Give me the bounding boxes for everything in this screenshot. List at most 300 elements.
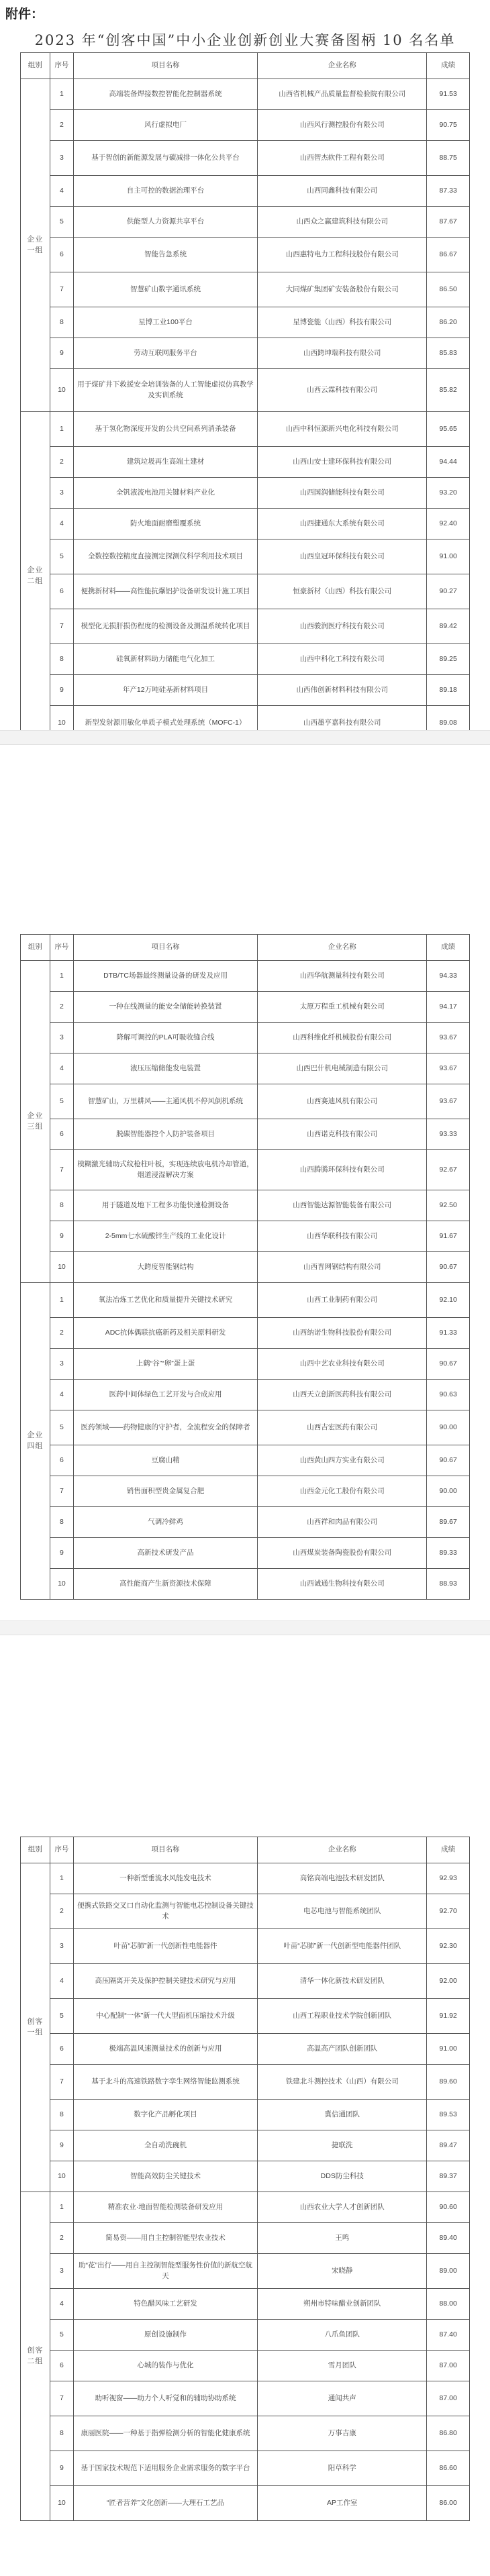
project-name: 康丽医院——一种基于指弹检测分析的智能化健康系统 <box>73 2416 257 2451</box>
table-row <box>21 238 470 272</box>
project-name: 便携新材料——高性能抗爆铝护设备研发设计施工项目 <box>73 574 257 609</box>
project-name: 一种新型垂流水风能发电技术 <box>73 1863 257 1894</box>
row-number: 4 <box>50 2289 73 2320</box>
project-name: ADC抗体偶联抗癌新药及相关原料研发 <box>73 1318 257 1349</box>
score-value: 93.67 <box>427 1053 470 1084</box>
company-name: 山西云霖科技有限公司 <box>258 369 427 412</box>
score-value: 90.60 <box>427 2192 470 2223</box>
project-name: 全钒液流电池用关键材料产业化 <box>73 478 257 509</box>
project-name: 便携式铁路交叉口自动化监测与智能电芯控制设备关键技术 <box>73 1894 257 1929</box>
table-row <box>21 272 470 307</box>
score-value: 91.00 <box>427 539 470 574</box>
company-name: 山西纳诺生物科技股份有限公司 <box>258 1318 427 1349</box>
score-value: 87.67 <box>427 207 470 238</box>
table-row <box>21 447 470 478</box>
row-number: 7 <box>50 1476 73 1507</box>
score-value: 89.60 <box>427 2065 470 2100</box>
score-value: 89.67 <box>427 1507 470 1538</box>
company-name: 阳草科学 <box>258 2451 427 2486</box>
score-value: 86.20 <box>427 307 470 338</box>
header-group: 组别 <box>21 935 50 961</box>
table-row <box>21 412 470 447</box>
project-name: 助“花”出行——用自主控制智能型服务性价值的新航空航天 <box>73 2254 257 2289</box>
group-label: 企业三组 <box>21 961 50 1283</box>
score-value: 94.44 <box>427 447 470 478</box>
project-name: 上鹤“谷”“卵”蛋上蛋 <box>73 1349 257 1380</box>
project-name: 新型发射源用敏化单质子模式处理系统（MOFC-1） <box>73 706 257 741</box>
table-row <box>21 1084 470 1119</box>
score-value: 93.20 <box>427 478 470 509</box>
table-row <box>21 1445 470 1476</box>
row-number: 10 <box>50 1252 73 1283</box>
company-name: 山西华联科技有限公司 <box>258 1221 427 1252</box>
company-name: 山西智杰软件工程有限公司 <box>258 141 427 176</box>
table-row <box>21 110 470 141</box>
header-group: 组别 <box>21 1837 50 1863</box>
score-value: 90.00 <box>427 1476 470 1507</box>
row-number: 4 <box>50 1964 73 1999</box>
table-row <box>21 2289 470 2320</box>
table-row <box>21 2161 470 2192</box>
company-name: 山西天立创新医药科技有限公司 <box>258 1380 427 1410</box>
row-number: 2 <box>50 1894 73 1929</box>
project-name: 心城的装作与优化 <box>73 2351 257 2381</box>
company-name: 山西国润储能科技有限公司 <box>258 478 427 509</box>
project-name: 基于北斗的高速铁路数字孪生网络智能监测系统 <box>73 2065 257 2100</box>
company-name: 铁建北斗测控技术（山西）有限公司 <box>258 2065 427 2100</box>
company-name: 山西中科化工科技有限公司 <box>258 644 427 675</box>
score-value: 92.50 <box>427 1190 470 1221</box>
company-name: 叶苗“芯肺”新一代创新型电能器件团队 <box>258 1929 427 1964</box>
table-row <box>21 609 470 644</box>
table-row <box>21 1964 470 1999</box>
score-value: 92.00 <box>427 1964 470 1999</box>
company-name: 山西诚通生物科技有限公司 <box>258 1569 427 1600</box>
table-row <box>21 176 470 207</box>
row-number: 4 <box>50 1053 73 1084</box>
page-separator <box>0 730 490 745</box>
score-value: 90.75 <box>427 110 470 141</box>
row-number: 1 <box>50 961 73 992</box>
company-name: 山西惠特电力工程科技股份有限公司 <box>258 238 427 272</box>
company-name: 山西中艺农业科技有限公司 <box>258 1349 427 1380</box>
row-number: 9 <box>50 1221 73 1252</box>
project-name: 基于氢化物深度开发的公共空间系列消杀装备 <box>73 412 257 447</box>
row-number: 7 <box>50 2381 73 2416</box>
project-name: 建筑垃圾再生高端土建材 <box>73 447 257 478</box>
header-project: 项目名称 <box>73 53 257 79</box>
project-name: 全自动洗碗机 <box>73 2130 257 2161</box>
table-row <box>21 1119 470 1150</box>
table-row <box>21 1894 470 1929</box>
page-title: 2023 年“创客中国”中小企业创新创业大赛备图柄 10 名名单 <box>34 32 456 48</box>
group-label: 企业二组 <box>21 412 50 741</box>
company-name: 山西金元化工股份有限公司 <box>258 1476 427 1507</box>
score-value: 86.00 <box>427 2486 470 2521</box>
project-name: 自主可控的数据治理平台 <box>73 176 257 207</box>
score-value: 91.33 <box>427 1318 470 1349</box>
score-value: 91.00 <box>427 2034 470 2065</box>
project-name: 智慧矿山数字通讯系统 <box>73 272 257 307</box>
project-name: 模型化无损肝损伤程度的检测设备及测温系统转化项目 <box>73 609 257 644</box>
table-row <box>21 2451 470 2486</box>
project-name: 高性能商产生新资源技术保障 <box>73 1569 257 1600</box>
table-row <box>21 369 470 412</box>
row-number: 6 <box>50 2351 73 2381</box>
table-row <box>21 2223 470 2254</box>
project-name: 豆腐山精 <box>73 1445 257 1476</box>
header-number: 序号 <box>50 1837 73 1863</box>
project-name: 叶苗“芯肺”新一代创新性电能器件 <box>73 1929 257 1964</box>
table-header-row <box>21 53 470 79</box>
row-number: 1 <box>50 2192 73 2223</box>
company-name: 电芯电池与智能系统团队 <box>258 1894 427 1929</box>
company-name: 山西黄山四方实业有限公司 <box>258 1445 427 1476</box>
project-name: 大跨度智能钢结构 <box>73 1252 257 1283</box>
row-number: 6 <box>50 1119 73 1150</box>
project-name: 极端高温风速测量技术的创新与应用 <box>73 2034 257 2065</box>
company-name: 高铭高端电池技术研发团队 <box>258 1863 427 1894</box>
company-name: 山西墨亨嘉科技有限公司 <box>258 706 427 741</box>
row-number: 8 <box>50 307 73 338</box>
table-row <box>21 79 470 110</box>
company-name: 朔州市特味醋业创新团队 <box>258 2289 427 2320</box>
project-name: 医药领域——药物健康的守护者，全流程安全的保障者 <box>73 1410 257 1445</box>
score-value: 89.18 <box>427 675 470 706</box>
row-number: 1 <box>50 79 73 110</box>
row-number: 2 <box>50 1318 73 1349</box>
project-name: 特色醋风味工艺研发 <box>73 2289 257 2320</box>
header-number: 序号 <box>50 935 73 961</box>
row-number: 2 <box>50 110 73 141</box>
header-company: 企业名称 <box>258 1837 427 1863</box>
score-value: 86.67 <box>427 238 470 272</box>
table-row <box>21 207 470 238</box>
row-number: 5 <box>50 539 73 574</box>
company-name: 冀信通团队 <box>258 2100 427 2130</box>
row-number: 1 <box>50 412 73 447</box>
project-name: 劳动互联网服务平台 <box>73 338 257 369</box>
table-row <box>21 1318 470 1349</box>
project-name: 医药中间体绿色工艺开发与合成应用 <box>73 1380 257 1410</box>
table-row <box>21 2254 470 2289</box>
project-name: 一种在线测量的能安全储能转换装置 <box>73 992 257 1023</box>
ranking-table <box>20 934 470 1600</box>
score-value: 88.75 <box>427 141 470 176</box>
score-value: 90.67 <box>427 1252 470 1283</box>
table-row <box>21 1023 470 1053</box>
row-number: 5 <box>50 2320 73 2351</box>
score-value: 87.00 <box>427 2351 470 2381</box>
table-row <box>21 644 470 675</box>
table-row <box>21 2351 470 2381</box>
ranking-table <box>20 1837 470 2521</box>
company-name: 山西工程职业技术学院创新团队 <box>258 1999 427 2034</box>
table-row <box>21 478 470 509</box>
row-number: 5 <box>50 1410 73 1445</box>
row-number: 4 <box>50 176 73 207</box>
score-value: 89.53 <box>427 2100 470 2130</box>
company-name: 山西同鑫科技有限公司 <box>258 176 427 207</box>
score-value: 93.67 <box>427 1084 470 1119</box>
table-row <box>21 1150 470 1190</box>
table-row <box>21 2381 470 2416</box>
project-name: DTB/TC场器最终测量设备的研发及应用 <box>73 961 257 992</box>
project-name: “匠者营养”文化创新——大理石工艺品 <box>73 2486 257 2521</box>
table-row <box>21 2416 470 2451</box>
row-number: 3 <box>50 1349 73 1380</box>
project-name: 氧法冶炼工艺优化和质量提升关键技术研究 <box>73 1283 257 1318</box>
company-name: 山西跨坤瑞科技有限公司 <box>258 338 427 369</box>
company-name: 山西智能达源智能装备有限公司 <box>258 1190 427 1221</box>
project-name: 智能告急系统 <box>73 238 257 272</box>
company-name: 万事吉康 <box>258 2416 427 2451</box>
table-row <box>21 141 470 176</box>
table-row <box>21 1999 470 2034</box>
row-number: 10 <box>50 2486 73 2521</box>
company-name: 雪月团队 <box>258 2351 427 2381</box>
company-name: AP工作室 <box>258 2486 427 2521</box>
score-value: 90.67 <box>427 1349 470 1380</box>
row-number: 10 <box>50 706 73 741</box>
score-value: 89.33 <box>427 1538 470 1569</box>
score-value: 89.08 <box>427 706 470 741</box>
row-number: 2 <box>50 447 73 478</box>
row-number: 2 <box>50 992 73 1023</box>
table-row <box>21 1283 470 1318</box>
score-value: 89.42 <box>427 609 470 644</box>
table-header-row <box>21 1837 470 1863</box>
table-row <box>21 338 470 369</box>
group-label: 企业一组 <box>21 79 50 412</box>
table-row <box>21 1507 470 1538</box>
table-page-3 <box>20 1837 470 2521</box>
company-name: 山西山安士建环保科技有限公司 <box>258 447 427 478</box>
score-value: 87.00 <box>427 2381 470 2416</box>
table-row <box>21 961 470 992</box>
score-value: 86.60 <box>427 2451 470 2486</box>
row-number: 6 <box>50 2034 73 2065</box>
header-project: 项目名称 <box>73 1837 257 1863</box>
row-number: 8 <box>50 2100 73 2130</box>
table-row <box>21 2192 470 2223</box>
score-value: 86.50 <box>427 272 470 307</box>
company-name: 八爪鱼团队 <box>258 2320 427 2351</box>
row-number: 1 <box>50 1283 73 1318</box>
project-name: 用于隧道及地下工程多功能快速检测设备 <box>73 1190 257 1221</box>
project-name: 硅氧新材料助力储能电气化加工 <box>73 644 257 675</box>
project-name: 高压隔离开关及保护控制关键技术研究与应用 <box>73 1964 257 1999</box>
project-name: 防火地面耐磨塑覆系统 <box>73 509 257 539</box>
header-group: 组别 <box>21 53 50 79</box>
project-name: 精准农业·地面智能检测装备研发应用 <box>73 2192 257 2223</box>
project-name: 助听视窗——助力个人听觉和的辅助协助系统 <box>73 2381 257 2416</box>
project-name: 全数控数控精度直接测定探测仪科学利用技术项目 <box>73 539 257 574</box>
project-name: 智慧矿山，万里耕风——主通风机不停风倒机系统 <box>73 1084 257 1119</box>
company-name: 高温高产团队创新团队 <box>258 2034 427 2065</box>
company-name: 山西皇冠环保科技有限公司 <box>258 539 427 574</box>
table-row <box>21 992 470 1023</box>
score-value: 86.80 <box>427 2416 470 2451</box>
company-name: 山西华航测量科技有限公司 <box>258 961 427 992</box>
table-row <box>21 1538 470 1569</box>
table-row <box>21 1349 470 1380</box>
project-name: 模糊激光辅助式纹枪柱叶板，实现连续放电机冷却管道，烟道浸湿解决方案 <box>73 1150 257 1190</box>
score-value: 87.40 <box>427 2320 470 2351</box>
row-number: 8 <box>50 1190 73 1221</box>
company-name: 星博瓷能（山西）科技有限公司 <box>258 307 427 338</box>
score-value: 94.17 <box>427 992 470 1023</box>
score-value: 89.47 <box>427 2130 470 2161</box>
row-number: 8 <box>50 1507 73 1538</box>
score-value: 91.92 <box>427 1999 470 2034</box>
header-score: 成绩 <box>427 53 470 79</box>
table-row <box>21 1476 470 1507</box>
header-company: 企业名称 <box>258 53 427 79</box>
table-row <box>21 1380 470 1410</box>
score-value: 91.53 <box>427 79 470 110</box>
table-row <box>21 2320 470 2351</box>
score-value: 92.30 <box>427 1929 470 1964</box>
score-value: 92.40 <box>427 509 470 539</box>
project-name: 脱碳智能器控个人防护装备项目 <box>73 1119 257 1150</box>
score-value: 90.00 <box>427 1410 470 1445</box>
company-name: 山西晋网钢结构有限公司 <box>258 1252 427 1283</box>
table-row <box>21 1569 470 1600</box>
row-number: 1 <box>50 1863 73 1894</box>
project-name: 原创设施制作 <box>73 2320 257 2351</box>
row-number: 7 <box>50 272 73 307</box>
project-name: 2-5mm七水硫酸锌生产线的工业化设计 <box>73 1221 257 1252</box>
company-name: 山西农业大学人才创新团队 <box>258 2192 427 2223</box>
table-row <box>21 1863 470 1894</box>
company-name: 大同煤矿集团矿安装备股份有限公司 <box>258 272 427 307</box>
row-number: 9 <box>50 338 73 369</box>
table-row <box>21 307 470 338</box>
page-separator <box>0 1620 490 1635</box>
table-page-1 <box>20 52 470 741</box>
table-row <box>21 675 470 706</box>
company-name: 山西中科恒源新兴电化科技有限公司 <box>258 412 427 447</box>
header-number: 序号 <box>50 53 73 79</box>
row-number: 10 <box>50 369 73 412</box>
company-name: 山西工业制药有限公司 <box>258 1283 427 1318</box>
row-number: 8 <box>50 2416 73 2451</box>
company-name: 山西捷通东大系统有限公司 <box>258 509 427 539</box>
score-value: 88.93 <box>427 1569 470 1600</box>
row-number: 4 <box>50 1380 73 1410</box>
project-name: 中心配制“一体”新一代大型面机压缩技术升级 <box>73 1999 257 2034</box>
company-name: 山西祥和肉品有限公司 <box>258 1507 427 1538</box>
table-row <box>21 539 470 574</box>
company-name: 太原万程重工机械有限公司 <box>258 992 427 1023</box>
table-row <box>21 2065 470 2100</box>
row-number: 3 <box>50 141 73 176</box>
table-row <box>21 1190 470 1221</box>
score-value: 92.70 <box>427 1894 470 1929</box>
company-name: 宋晓静 <box>258 2254 427 2289</box>
row-number: 7 <box>50 2065 73 2100</box>
company-name: 山西众之赢建筑科技有限公司 <box>258 207 427 238</box>
project-name: 基于智创的新能源发展与碳减排一体化公共平台 <box>73 141 257 176</box>
project-name: 液压压缩储能发电装置 <box>73 1053 257 1084</box>
row-number: 9 <box>50 2130 73 2161</box>
company-name: 山西腾腾环保科技有限公司 <box>258 1150 427 1190</box>
row-number: 6 <box>50 238 73 272</box>
row-number: 8 <box>50 644 73 675</box>
project-name: 数字化产品孵化项目 <box>73 2100 257 2130</box>
project-name: 降解可调控的PLA可吸收缝合线 <box>73 1023 257 1053</box>
score-value: 88.00 <box>427 2289 470 2320</box>
row-number: 9 <box>50 675 73 706</box>
row-number: 10 <box>50 1569 73 1600</box>
project-name: 用于煤矿井下救援安全培训装备的人工智能虚拟仿真教学及实训系统 <box>73 369 257 412</box>
company-name: 山西骏润医疗科技有限公司 <box>258 609 427 644</box>
project-name: 高新技术研发产品 <box>73 1538 257 1569</box>
company-name: 山西赛迪风机有限公司 <box>258 1084 427 1119</box>
score-value: 87.33 <box>427 176 470 207</box>
table-row <box>21 1929 470 1964</box>
company-name: 山西风行测控股份有限公司 <box>258 110 427 141</box>
table-row <box>21 2130 470 2161</box>
score-value: 92.10 <box>427 1283 470 1318</box>
header-company: 企业名称 <box>258 935 427 961</box>
company-name: 山西伟创新材料科技有限公司 <box>258 675 427 706</box>
table-row <box>21 1053 470 1084</box>
project-name: 风行虚拟电厂 <box>73 110 257 141</box>
row-number: 7 <box>50 609 73 644</box>
row-number: 5 <box>50 1999 73 2034</box>
group-label: 创客二组 <box>21 2192 50 2521</box>
score-value: 91.67 <box>427 1221 470 1252</box>
company-name: DDS防尘科技 <box>258 2161 427 2192</box>
score-value: 85.83 <box>427 338 470 369</box>
table-row <box>21 1221 470 1252</box>
score-value: 89.25 <box>427 644 470 675</box>
company-name: 山西科维化纤机械股份有限公司 <box>258 1023 427 1053</box>
company-name: 山西省机械产品质量监督检验院有限公司 <box>258 79 427 110</box>
score-value: 90.27 <box>427 574 470 609</box>
company-name: 清华一体化新技术研发团队 <box>258 1964 427 1999</box>
attachment-label: 附件： <box>5 7 44 21</box>
row-number: 9 <box>50 1538 73 1569</box>
row-number: 5 <box>50 1084 73 1119</box>
project-name: 智能高效防尘关键技术 <box>73 2161 257 2192</box>
table-row <box>21 574 470 609</box>
table-row <box>21 1410 470 1445</box>
company-name: 恒豪新材（山西）科技有限公司 <box>258 574 427 609</box>
row-number: 2 <box>50 2223 73 2254</box>
ranking-table <box>20 52 470 741</box>
company-name: 通闻共声 <box>258 2381 427 2416</box>
score-value: 92.93 <box>427 1863 470 1894</box>
project-name: 星博工业100平台 <box>73 307 257 338</box>
company-name: 山西巴什机电械制造有限公司 <box>258 1053 427 1084</box>
row-number: 7 <box>50 1150 73 1190</box>
score-value: 89.40 <box>427 2223 470 2254</box>
project-name: 简易资——用自主控制智能型农业技术 <box>73 2223 257 2254</box>
project-name: 供能型人力资源共享平台 <box>73 207 257 238</box>
score-value: 90.63 <box>427 1380 470 1410</box>
company-name: 捷联洗 <box>258 2130 427 2161</box>
project-name: 高端装备焊接数控智能化控制器系统 <box>73 79 257 110</box>
project-name: 销售面积型贵金属复合肥 <box>73 1476 257 1507</box>
row-number: 3 <box>50 2254 73 2289</box>
row-number: 5 <box>50 207 73 238</box>
company-name: 山西诺克科技有限公司 <box>258 1119 427 1150</box>
score-value: 90.67 <box>427 1445 470 1476</box>
score-value: 92.67 <box>427 1150 470 1190</box>
